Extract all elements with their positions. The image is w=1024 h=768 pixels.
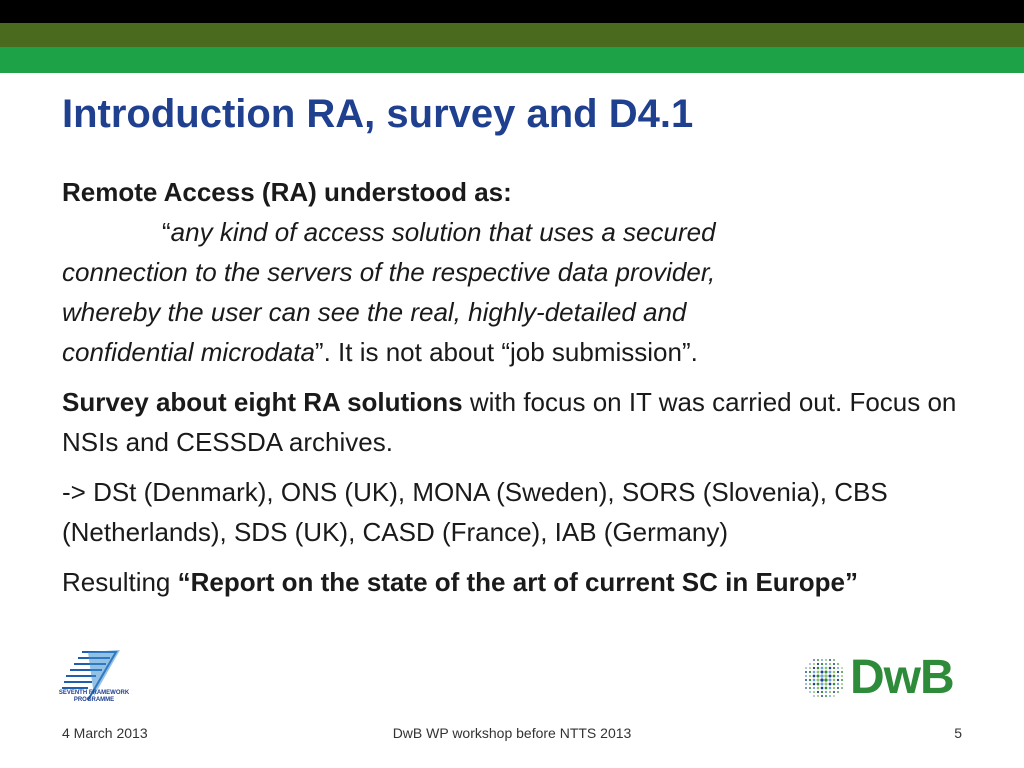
report-title: “Report on the state of the art of current SC in Europe”: [177, 567, 859, 597]
globe-dot: [833, 687, 835, 689]
globe-dot: [841, 667, 843, 669]
globe-dot: [841, 683, 843, 685]
globe-dot: [809, 679, 811, 681]
globe-dot: [829, 695, 831, 697]
footer-page-number: 5: [954, 725, 962, 741]
globe-dot: [817, 663, 819, 665]
globe-dot: [809, 675, 811, 677]
globe-dot: [833, 667, 835, 669]
globe-dot: [813, 663, 815, 665]
globe-dot: [829, 667, 832, 670]
globe-dot: [833, 679, 836, 682]
globe-dot: [841, 687, 843, 689]
globe-dot: [837, 687, 839, 689]
globe-dot: [821, 695, 823, 697]
globe-dot: [824, 674, 827, 677]
globe-dot: [824, 678, 827, 681]
globe-dot: [833, 659, 835, 661]
open-quote: “: [162, 217, 171, 247]
globe-dot: [833, 695, 835, 697]
globe-dot: [821, 663, 823, 665]
paragraph-solutions-list: -> DSt (Denmark), ONS (UK), MONA (Sweden), SORS (Slovenia), CBS (Netherlands), SDS (UK), CASD (France), IAB (Germany): [62, 477, 888, 547]
dwb-logo-text: DwB: [850, 651, 954, 704]
ra-quote-line-4: confidential microdata: [62, 337, 315, 367]
globe-dot: [837, 691, 839, 693]
globe-dot: [817, 667, 820, 670]
footer-event: DwB WP workshop before NTTS 2013: [392, 725, 632, 741]
globe-dot: [837, 667, 839, 669]
globe-dot: [833, 671, 836, 674]
globe-dot: [833, 663, 835, 665]
header-band-black: [0, 0, 1024, 23]
paragraph-ra-definition: [62, 172, 962, 372]
globe-dot: [809, 667, 811, 669]
globe-dot: [820, 682, 823, 685]
globe-dot: [833, 675, 836, 678]
globe-dot: [805, 679, 807, 681]
ra-quote-line-3: whereby the user can see the real, highly-detailed and: [62, 297, 687, 327]
globe-dot: [809, 687, 811, 689]
ra-heading: Remote Access (RA) understood as:: [62, 177, 512, 207]
paragraph-survey: [62, 382, 962, 462]
globe-dot: [805, 667, 807, 669]
globe-dot: [813, 691, 815, 693]
globe-dot: [817, 659, 819, 661]
globe-dot: [828, 674, 831, 677]
globe-dot: [841, 675, 843, 677]
globe-dot: [813, 679, 816, 682]
globe-dot: [813, 675, 816, 678]
globe-dot: [824, 682, 827, 685]
header-band-green: [0, 47, 1024, 73]
globe-dot: [820, 674, 823, 677]
globe-dot: [809, 683, 811, 685]
globe-dot: [841, 671, 843, 673]
globe-dot: [817, 671, 820, 674]
globe-dot: [805, 675, 807, 677]
globe-dot: [825, 663, 827, 665]
globe-dot: [817, 695, 819, 697]
globe-dot: [805, 683, 807, 685]
globe-dot: [813, 683, 816, 686]
globe-dot: [829, 659, 831, 661]
globe-dot: [833, 683, 836, 686]
survey-rest: with focus on IT was carried out. Focus on NSIs and CESSDA archives.: [62, 387, 957, 457]
globe-dot: [833, 691, 835, 693]
header-band-olive: [0, 23, 1024, 47]
globe-dot: [817, 687, 820, 690]
globe-dot: [825, 667, 828, 670]
globe-dot: [828, 678, 831, 681]
globe-dot: [820, 670, 823, 673]
globe-dot: [821, 659, 823, 661]
globe-dot: [824, 670, 827, 673]
globe-dot: [821, 691, 823, 693]
globe-dot: [813, 687, 815, 689]
dwb-dotted-globe-icon: [798, 652, 858, 704]
paragraph-report: [62, 562, 962, 602]
report-lead: Resulting: [62, 567, 178, 597]
globe-dot: [809, 663, 811, 665]
globe-dot: [829, 691, 831, 693]
globe-dot: [816, 674, 819, 677]
globe-dot: [837, 675, 839, 677]
globe-dot: [813, 671, 816, 674]
ra-quote-line-2: connection to the servers of the respective data provider,: [62, 257, 716, 287]
footer-date: 4 March 2013: [62, 725, 148, 741]
globe-dot: [841, 679, 843, 681]
globe-dot: [829, 683, 832, 686]
globe-dot: [816, 678, 819, 681]
globe-dot: [837, 671, 839, 673]
survey-bold: Survey about eight RA solutions: [62, 387, 463, 417]
globe-dot: [825, 687, 828, 690]
globe-dot: [820, 678, 823, 681]
globe-dot: [817, 683, 820, 686]
globe-dot: [809, 671, 811, 673]
globe-dot: [813, 667, 815, 669]
globe-dot: [821, 667, 824, 670]
globe-dot: [813, 695, 815, 697]
fp7-logo-label: SEVENTH FRAMEWORK PROGRAMME: [58, 690, 130, 703]
globe-dot: [829, 663, 831, 665]
globe-dot: [837, 683, 839, 685]
globe-dot: [805, 671, 807, 673]
globe-dot: [821, 687, 824, 690]
globe-dot: [825, 695, 827, 697]
slide-body: [62, 172, 962, 602]
slide-title: Introduction RA, survey and D4.1: [62, 92, 694, 136]
globe-dot: [825, 659, 827, 661]
globe-dot: [805, 687, 807, 689]
globe-dot: [837, 679, 839, 681]
ra-tail: ”. It is not about “job submission”.: [314, 337, 698, 367]
globe-dot: [825, 691, 827, 693]
globe-dot: [817, 691, 819, 693]
ra-quote-line-1: any kind of access solution that uses a secured: [170, 217, 716, 247]
globe-dot: [813, 659, 815, 661]
globe-dot: [829, 687, 832, 690]
globe-dot: [809, 691, 811, 693]
globe-dot: [837, 663, 839, 665]
globe-dot: [829, 671, 832, 674]
